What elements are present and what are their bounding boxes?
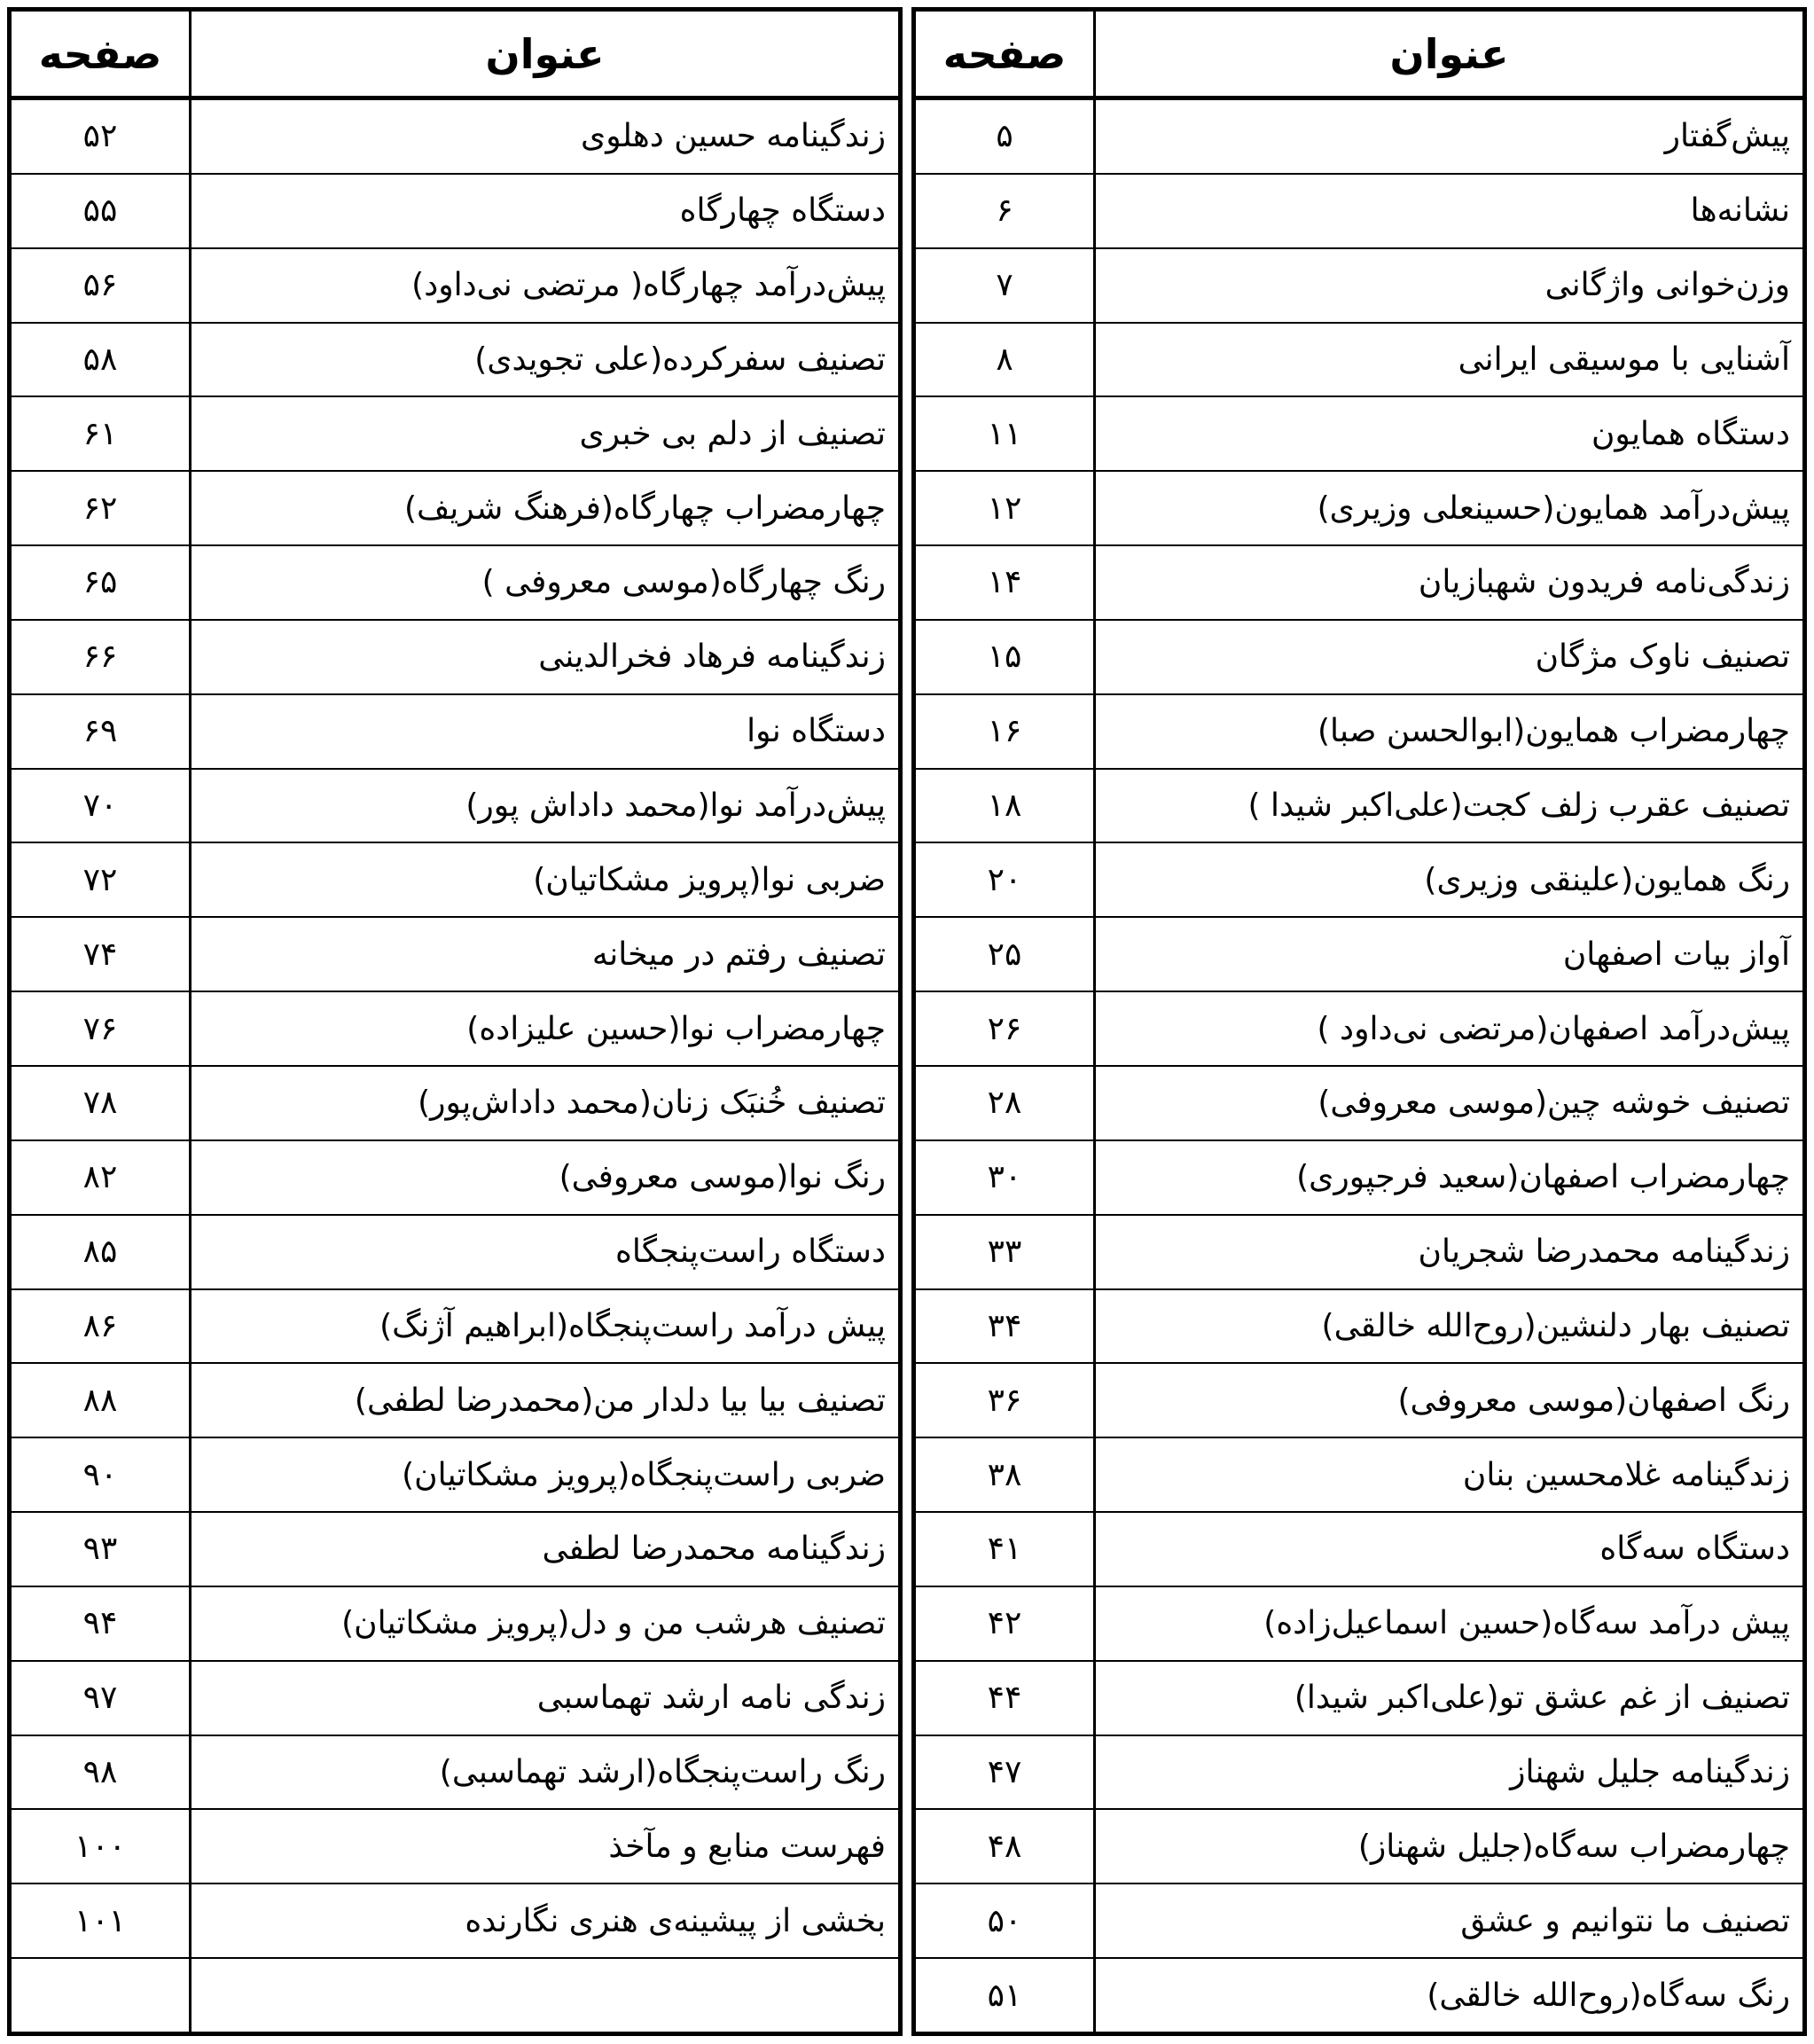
toc-entry-page: ۹۷ bbox=[12, 1662, 192, 1735]
toc-row bbox=[916, 546, 1802, 621]
toc-row bbox=[916, 1141, 1802, 1216]
toc-entry-title: رنگ نوا(موسی معروفی) bbox=[559, 1159, 886, 1196]
toc-entry-page: ۸۸ bbox=[12, 1364, 192, 1437]
toc-entry-title: تصنیف بهار دلنشین(روح‌الله خالقی) bbox=[1321, 1307, 1790, 1344]
toc-entry-page: ۹۰ bbox=[12, 1438, 192, 1511]
toc-entry-title: زندگی‌نامه فریدون شهبازیان bbox=[1418, 564, 1790, 601]
toc-row bbox=[916, 1513, 1802, 1587]
toc-row bbox=[916, 1810, 1802, 1884]
toc-entry-page: ۷۰ bbox=[12, 770, 192, 842]
toc-entry-page: ۶ bbox=[916, 175, 1096, 247]
toc-entry-page: ۱۲ bbox=[916, 472, 1096, 544]
toc-entry-title: ضربی راست‌پنجگاه(پرویز مشکاتیان) bbox=[402, 1456, 886, 1493]
toc-entry-title: زندگینامه غلامحسین بنان bbox=[1462, 1456, 1790, 1493]
toc-entry-title: تصنیف رفتم در میخانه bbox=[591, 936, 886, 973]
toc-entry-page: ۲۶ bbox=[916, 992, 1096, 1065]
toc-entry-page: ۷۶ bbox=[12, 992, 192, 1065]
toc-row bbox=[916, 324, 1802, 398]
toc-row bbox=[916, 843, 1802, 918]
header-title: عنوان bbox=[485, 29, 605, 78]
toc-entry-title: آواز بیات اصفهان bbox=[1562, 936, 1790, 973]
toc-entry-title: تصنیف بیا بیا دلدار من(محمدرضا لطفی) bbox=[354, 1382, 886, 1419]
toc-row bbox=[12, 1438, 898, 1513]
toc-entry-title: رنگ همایون(علینقی وزیری) bbox=[1424, 861, 1790, 898]
toc-entry-page: ۶۹ bbox=[12, 695, 192, 768]
toc-entry-page: ۱۶ bbox=[916, 695, 1096, 768]
toc-entry-title: دستگاه چهارگاه bbox=[679, 192, 886, 230]
toc-row bbox=[12, 324, 898, 398]
toc-row bbox=[916, 1216, 1802, 1290]
toc-entry-title: پیش‌درآمد نوا(محمد داداش پور) bbox=[465, 787, 886, 825]
toc-row bbox=[916, 1884, 1802, 1959]
toc-row bbox=[916, 175, 1802, 249]
toc-entry-title: تصنیف هرشب من و دل(پرویز مشکاتیان) bbox=[341, 1605, 886, 1642]
toc-entry-page: ۵ bbox=[916, 100, 1096, 173]
toc-row bbox=[12, 397, 898, 472]
toc-row bbox=[916, 397, 1802, 472]
toc-entry-page: ۸ bbox=[916, 324, 1096, 396]
toc-row bbox=[916, 100, 1802, 175]
toc-entry-title: پیش‌گفتار bbox=[1664, 118, 1790, 155]
toc-row bbox=[916, 621, 1802, 695]
toc-row bbox=[916, 1438, 1802, 1513]
toc-column-left bbox=[7, 7, 903, 2036]
toc-entry-title: چهارمضراب همایون(ابوالحسن صبا) bbox=[1317, 713, 1790, 750]
toc-entry-page: ۴۱ bbox=[916, 1513, 1096, 1586]
toc-entry-page: ۴۷ bbox=[916, 1736, 1096, 1809]
toc-entry-page: ۳۴ bbox=[916, 1290, 1096, 1363]
toc-row bbox=[916, 1662, 1802, 1736]
toc-entry-title: چهارمضراب نوا(حسین علیزاده) bbox=[466, 1010, 886, 1047]
header-page: صفحه bbox=[12, 12, 192, 96]
toc-entry-title: نشانه‌ها bbox=[1690, 192, 1790, 230]
header-title: عنوان bbox=[1389, 29, 1509, 78]
toc-entry-title: پیش‌درآمد چهارگاه( مرتضی نی‌داود) bbox=[411, 267, 886, 304]
header-row bbox=[12, 12, 898, 100]
header-page: صفحه bbox=[916, 12, 1096, 96]
toc-row bbox=[916, 1959, 1802, 2032]
toc-row bbox=[12, 175, 898, 249]
toc-row bbox=[12, 1884, 898, 1959]
toc-row bbox=[916, 1587, 1802, 1662]
toc-entry-title: دستگاه نوا bbox=[747, 713, 886, 750]
toc-entry-page: ۱۰۰ bbox=[12, 1810, 192, 1883]
toc-entry-title: رنگ اصفهان(موسی معروفی) bbox=[1397, 1382, 1790, 1419]
toc-entry-page: ۷ bbox=[916, 249, 1096, 322]
toc-row bbox=[12, 1587, 898, 1662]
toc-entry-page: ۷۴ bbox=[12, 918, 192, 991]
toc-entry-title: آشنایی با موسیقی ایرانی bbox=[1458, 341, 1790, 378]
toc-row bbox=[12, 546, 898, 621]
toc-entry-page: ۳۸ bbox=[916, 1438, 1096, 1511]
toc-entry-page: ۳۳ bbox=[916, 1216, 1096, 1288]
toc-entry-title: زندگینامه محمدرضا لطفی bbox=[542, 1531, 886, 1568]
toc-row bbox=[12, 249, 898, 324]
toc-entry-page: ۲۰ bbox=[916, 843, 1096, 916]
toc-entry-title: تصنیف خُنبَک زنان(محمد داداش‌پور) bbox=[418, 1085, 886, 1122]
toc-entry-page: ۵۲ bbox=[12, 100, 192, 173]
toc-row bbox=[12, 1959, 898, 2032]
toc-row bbox=[12, 472, 898, 546]
toc-row bbox=[12, 1141, 898, 1216]
toc-row bbox=[12, 100, 898, 175]
toc-entry-title: دستگاه سه‌گاه bbox=[1599, 1531, 1790, 1568]
toc-row bbox=[12, 1810, 898, 1884]
toc-entry-title: تصنیف عقرب زلف کجت(علی‌اکبر شیدا ) bbox=[1247, 787, 1790, 825]
toc-row bbox=[12, 918, 898, 992]
toc-row bbox=[12, 1067, 898, 1141]
toc-row bbox=[916, 472, 1802, 546]
toc-entry-title: چهارمضراب چهارگاه(فرهنگ شریف) bbox=[403, 489, 886, 527]
toc-row bbox=[12, 1364, 898, 1438]
toc-entry-title: چهارمضراب اصفهان(سعید فرجپوری) bbox=[1296, 1159, 1790, 1196]
toc-entry-title: دستگاه راست‌پنجگاه bbox=[615, 1233, 886, 1271]
toc-entry-title: تصنیف سفرکرده(علی تجویدی) bbox=[474, 341, 886, 378]
toc-row bbox=[916, 770, 1802, 844]
toc-entry-page: ۵۸ bbox=[12, 324, 192, 396]
toc-entry-title: تصنیف از دلم بی خبری bbox=[579, 415, 886, 452]
toc-entry-page: ۸۵ bbox=[12, 1216, 192, 1288]
toc-entry-title: تصنیف خوشه چین(موسی معروفی) bbox=[1317, 1085, 1790, 1122]
toc-row bbox=[12, 992, 898, 1067]
toc-row bbox=[12, 770, 898, 844]
toc-entry-page: ۳۰ bbox=[916, 1141, 1096, 1214]
toc-entry-page: ۴۸ bbox=[916, 1810, 1096, 1883]
header-row bbox=[916, 12, 1802, 100]
toc-column-right bbox=[911, 7, 1807, 2036]
toc-row bbox=[916, 1736, 1802, 1811]
toc-entry-page: ۶۲ bbox=[12, 472, 192, 544]
toc-row bbox=[12, 1736, 898, 1811]
toc-entry-page: ۹۸ bbox=[12, 1736, 192, 1809]
toc-row bbox=[12, 621, 898, 695]
toc-row bbox=[916, 1290, 1802, 1365]
toc-row bbox=[12, 843, 898, 918]
toc-entry-title: دستگاه همایون bbox=[1591, 415, 1790, 452]
toc-entry-title: بخشی از پیشینه‌ی هنری نگارنده bbox=[465, 1902, 886, 1939]
toc-row bbox=[12, 1290, 898, 1365]
toc-entry-page: ۹۳ bbox=[12, 1513, 192, 1586]
toc-row bbox=[12, 1216, 898, 1290]
toc-entry-title: رنگ چهارگاه(موسی معروفی ) bbox=[481, 564, 886, 601]
toc-entry-title: ضربی نوا(پرویز مشکاتیان) bbox=[533, 861, 886, 898]
toc-entry-page: ۸۶ bbox=[12, 1290, 192, 1363]
toc-entry-page: ۷۸ bbox=[12, 1067, 192, 1139]
toc-entry-page: ۵۱ bbox=[916, 1959, 1096, 2032]
toc-entry-title: زندگینامه فرهاد فخرالدینی bbox=[538, 638, 886, 676]
toc-entry-page: ۱۴ bbox=[916, 546, 1096, 619]
toc-entry-page: ۷۲ bbox=[12, 843, 192, 916]
toc-entry-page: ۵۰ bbox=[916, 1884, 1096, 1957]
toc-entry-title: تصنیف از غم عشق تو(علی‌اکبر شیدا) bbox=[1294, 1680, 1790, 1717]
toc-entry-page: ۱۱ bbox=[916, 397, 1096, 470]
toc-entry-page bbox=[12, 1959, 192, 2032]
toc-entry-page: ۱۰۱ bbox=[12, 1884, 192, 1957]
toc-entry-page: ۱۸ bbox=[916, 770, 1096, 842]
toc-row bbox=[916, 695, 1802, 770]
toc-entry-title: زندگینامه محمدرضا شجریان bbox=[1418, 1233, 1790, 1271]
toc-entry-page: ۳۶ bbox=[916, 1364, 1096, 1437]
toc-entry-title: زندگینامه حسین دهلوی bbox=[581, 118, 886, 155]
toc-entry-page: ۵۵ bbox=[12, 175, 192, 247]
toc-entry-title: چهارمضراب سه‌گاه(جلیل شهناز) bbox=[1357, 1828, 1790, 1865]
toc-entry-page: ۶۱ bbox=[12, 397, 192, 470]
toc-row bbox=[916, 1067, 1802, 1141]
toc-entry-title: وزن‌خوانی واژگانی bbox=[1544, 267, 1790, 304]
toc-entry-page: ۶۶ bbox=[12, 621, 192, 693]
toc-row bbox=[916, 1364, 1802, 1438]
toc-entry-title: فهرست منابع و مآخذ bbox=[608, 1828, 886, 1865]
toc-row bbox=[12, 1662, 898, 1736]
toc-entry-title: تصنیف ناوک مژگان bbox=[1535, 638, 1790, 676]
toc-entry-title: رنگ سه‌گاه(روح‌الله خالقی) bbox=[1427, 1977, 1790, 2014]
toc-entry-title: زندگینامه جلیل شهناز bbox=[1510, 1753, 1790, 1790]
table-of-contents bbox=[7, 7, 1807, 2036]
toc-entry-title bbox=[192, 1959, 898, 2032]
toc-entry-page: ۹۴ bbox=[12, 1587, 192, 1660]
toc-entry-title: پیش درآمد راست‌پنجگاه(ابراهیم آژنگ) bbox=[379, 1307, 886, 1344]
toc-entry-title: زندگی نامه ارشد تهماسبی bbox=[536, 1680, 886, 1717]
toc-entry-title: پیش‌درآمد اصفهان(مرتضی نی‌داود ) bbox=[1317, 1010, 1790, 1047]
toc-row bbox=[12, 1513, 898, 1587]
toc-entry-page: ۶۵ bbox=[12, 546, 192, 619]
toc-entry-page: ۸۲ bbox=[12, 1141, 192, 1214]
toc-entry-title: پیش‌درآمد همایون(حسینعلی وزیری) bbox=[1317, 489, 1790, 527]
toc-row bbox=[12, 695, 898, 770]
toc-entry-title: تصنیف ما نتوانیم و عشق bbox=[1460, 1902, 1790, 1939]
toc-entry-page: ۵۶ bbox=[12, 249, 192, 322]
toc-row bbox=[916, 992, 1802, 1067]
toc-entry-title: رنگ راست‌پنجگاه(ارشد تهماسبی) bbox=[439, 1753, 886, 1790]
toc-entry-page: ۲۸ bbox=[916, 1067, 1096, 1139]
toc-row bbox=[916, 918, 1802, 992]
toc-row bbox=[916, 249, 1802, 324]
toc-entry-page: ۴۴ bbox=[916, 1662, 1096, 1735]
toc-entry-title: پیش درآمد سه‌گاه(حسین اسماعیل‌زاده) bbox=[1263, 1605, 1790, 1642]
toc-entry-page: ۱۵ bbox=[916, 621, 1096, 693]
toc-entry-page: ۲۵ bbox=[916, 918, 1096, 991]
toc-entry-page: ۴۲ bbox=[916, 1587, 1096, 1660]
